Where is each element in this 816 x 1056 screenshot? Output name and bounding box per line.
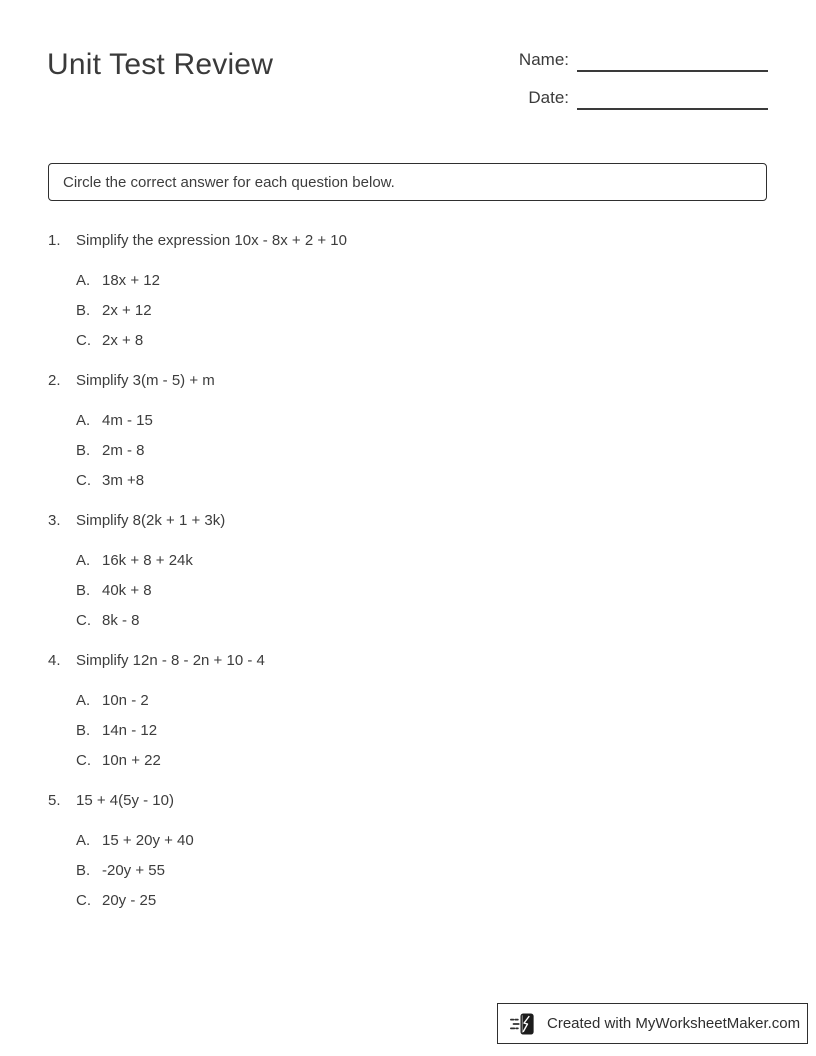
worksheet-header (47, 48, 768, 110)
name-row (507, 50, 768, 72)
option-text: 2x + 12 (102, 302, 152, 319)
option-text: 10n - 2 (102, 692, 149, 709)
instructions-text: Circle the correct answer for each question below. (63, 173, 395, 191)
option-letter: A. (76, 832, 91, 849)
option-text: 3m +8 (102, 472, 145, 489)
option-text: 16k + 8 + 24k (102, 552, 193, 569)
answer-option[interactable] (76, 721, 767, 741)
option-text: 2x + 8 (102, 332, 144, 349)
answer-option[interactable] (76, 471, 767, 491)
option-text: 10n + 22 (102, 752, 161, 769)
question-text: Simplify 3(m - 5) + m (76, 372, 215, 389)
question-block (48, 371, 767, 491)
option-letter: A. (76, 412, 91, 429)
question-text: 15 + 4(5y - 10) (76, 792, 174, 809)
question-row (48, 371, 767, 391)
question-row (48, 651, 767, 671)
options-list (48, 271, 767, 351)
question-row (48, 511, 767, 531)
question-row (48, 231, 767, 251)
question-number: 5. (48, 792, 61, 809)
instructions-box (48, 163, 767, 201)
question-text: Simplify 8(2k + 1 + 3k) (76, 512, 226, 529)
answer-option[interactable] (76, 581, 767, 601)
option-text: 14n - 12 (102, 722, 158, 739)
option-letter: B. (76, 442, 91, 459)
option-letter: C. (76, 332, 91, 349)
option-letter: B. (76, 302, 91, 319)
question-number: 1. (48, 232, 61, 249)
question-text: Simplify 12n - 8 - 2n + 10 - 4 (76, 652, 265, 669)
answer-option[interactable] (76, 751, 767, 771)
options-list (48, 411, 767, 491)
question-row (48, 791, 767, 811)
question-block (48, 791, 767, 911)
option-text: 8k - 8 (102, 612, 140, 629)
footer-credit-box (497, 1003, 808, 1044)
question-block (48, 651, 767, 771)
option-letter: B. (76, 582, 91, 599)
answer-option[interactable] (76, 551, 767, 571)
option-letter: A. (76, 692, 91, 709)
option-text: 2m - 8 (102, 442, 145, 459)
option-letter: C. (76, 752, 91, 769)
options-list (48, 691, 767, 771)
name-blank-line[interactable] (577, 52, 768, 72)
question-block (48, 511, 767, 631)
answer-option[interactable] (76, 271, 767, 291)
footer-credit-text: Created with MyWorksheetMaker.com (547, 1015, 801, 1032)
question-number: 2. (48, 372, 61, 389)
date-label: Date: (528, 88, 569, 107)
worksheet-maker-logo-icon (510, 1010, 538, 1038)
name-date-block (507, 50, 768, 110)
answer-option[interactable] (76, 411, 767, 431)
date-row (507, 88, 768, 110)
answer-option[interactable] (76, 691, 767, 711)
option-letter: A. (76, 552, 91, 569)
option-text: -20y + 55 (102, 862, 165, 879)
answer-option[interactable] (76, 611, 767, 631)
answer-option[interactable] (76, 331, 767, 351)
page-title: Unit Test Review (47, 48, 274, 81)
option-text: 15 + 20y + 40 (102, 832, 194, 849)
name-label: Name: (518, 50, 569, 69)
option-text: 18x + 12 (102, 272, 160, 289)
option-letter: C. (76, 472, 91, 489)
date-blank-line[interactable] (577, 90, 768, 110)
options-list (48, 551, 767, 631)
option-letter: C. (76, 892, 91, 909)
question-number: 4. (48, 652, 61, 669)
option-letter: B. (76, 862, 91, 879)
answer-option[interactable] (76, 861, 767, 881)
question-block (48, 231, 767, 351)
option-text: 20y - 25 (102, 892, 157, 909)
option-text: 4m - 15 (102, 412, 153, 429)
answer-option[interactable] (76, 831, 767, 851)
question-list (48, 231, 767, 931)
option-letter: C. (76, 612, 91, 629)
options-list (48, 831, 767, 911)
answer-option[interactable] (76, 441, 767, 461)
option-letter: A. (76, 272, 91, 289)
option-letter: B. (76, 722, 91, 739)
question-text: Simplify the expression 10x - 8x + 2 + 10 (76, 232, 347, 249)
answer-option[interactable] (76, 301, 767, 321)
option-text: 40k + 8 (102, 582, 152, 599)
question-number: 3. (48, 512, 61, 529)
answer-option[interactable] (76, 891, 767, 911)
